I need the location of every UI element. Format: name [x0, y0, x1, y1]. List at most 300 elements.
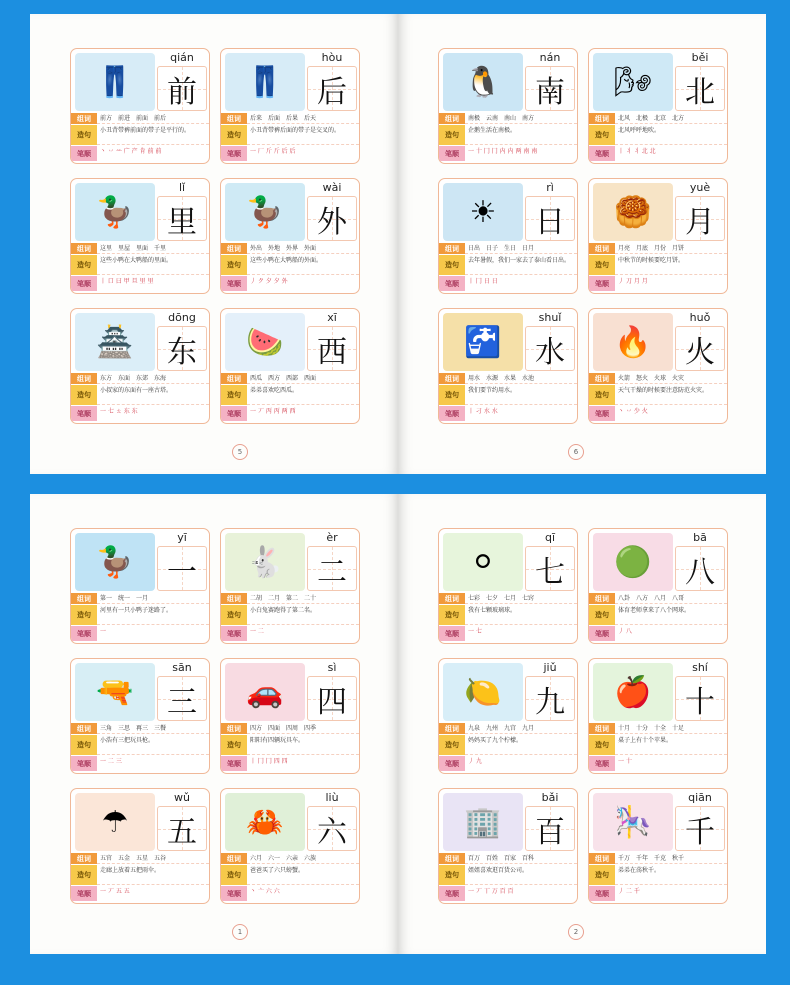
pinyin: liù — [325, 791, 339, 804]
pinyin: sān — [172, 661, 192, 674]
stroke-order-row — [71, 406, 209, 421]
stroke-order-text: 丿 二 千 — [618, 888, 640, 895]
sentence-text: 阳阳有四辆玩具车。 — [247, 735, 359, 755]
stroke-order-label: 笔顺 — [71, 146, 97, 161]
words-row — [589, 243, 727, 254]
words-row — [439, 373, 577, 384]
character-box — [157, 196, 207, 241]
words-row — [221, 113, 359, 124]
stroke-order-text: 一 十 冂 冂 内 内 两 南 南 — [468, 148, 538, 155]
character-box — [307, 326, 357, 371]
words-text: 第一 统一 一月 — [97, 593, 209, 604]
words-text: 前方 前进 前面 前后 — [97, 113, 209, 124]
words-label: 组词 — [71, 113, 97, 124]
page-6 — [398, 14, 766, 474]
character-box — [525, 676, 575, 721]
words-label: 组词 — [221, 723, 247, 734]
stroke-order-text: 丶 亠 六 六 — [250, 888, 280, 895]
stroke-order-label: 笔顺 — [221, 756, 247, 771]
sentence-text: 天气干燥的时候要注意防范火灾。 — [615, 385, 727, 405]
rabbit-icon: 🐇 — [225, 533, 305, 591]
sentence-label: 造句 — [221, 735, 247, 755]
page-number: 6 — [568, 444, 584, 460]
words-text: 三角 三思 再三 三餐 — [97, 723, 209, 734]
sentence-label: 造句 — [71, 385, 97, 405]
words-row — [439, 113, 577, 124]
stroke-order-text: 一 七 — [468, 628, 482, 635]
page-2 — [398, 494, 766, 954]
hanzi-character: 水 — [535, 334, 565, 370]
sentence-text: 小白兔赛跑得了第二名。 — [247, 605, 359, 625]
stroke-order-row — [589, 406, 727, 421]
hanzi-character: 九 — [535, 684, 565, 720]
marbles-icon: ⚪ — [443, 533, 523, 591]
character-card — [438, 308, 578, 424]
character-box — [307, 806, 357, 851]
words-label: 组词 — [439, 243, 465, 254]
pinyin: yuè — [689, 181, 711, 194]
sentence-text: 我们要节约用水。 — [465, 385, 577, 405]
words-text: 月亮 月底 月份 月饼 — [615, 243, 727, 254]
stroke-order-row — [439, 276, 577, 291]
sentence-row — [589, 605, 727, 625]
character-card — [438, 658, 578, 774]
words-text: 四方 四面 四周 四季 — [247, 723, 359, 734]
pinyin: nán — [539, 51, 561, 64]
words-label: 组词 — [71, 373, 97, 384]
character-box — [675, 806, 725, 851]
character-box — [157, 806, 207, 851]
watermelon-icon: 🍉 — [225, 313, 305, 371]
duck-boat-icon: 🦆 — [75, 183, 155, 241]
words-row — [589, 373, 727, 384]
words-row — [71, 373, 209, 384]
words-label: 组词 — [589, 243, 615, 254]
hanzi-character: 月 — [685, 204, 715, 240]
stroke-order-label: 笔顺 — [221, 406, 247, 421]
words-text: 六月 六一 六亲 六族 — [247, 853, 359, 864]
hanzi-character: 前 — [167, 74, 197, 110]
character-box — [675, 66, 725, 111]
sentence-row — [439, 385, 577, 405]
character-card — [588, 178, 728, 294]
spread-top — [30, 14, 766, 474]
character-card — [70, 528, 210, 644]
sentence-row — [221, 255, 359, 275]
stroke-order-text: 丿 ク 夕 夕 外 — [250, 278, 288, 285]
penguin-icon: 🐧 — [443, 53, 523, 111]
stroke-order-label: 笔顺 — [71, 886, 97, 901]
sentence-text: 河里有一只小鸭子迷路了。 — [97, 605, 209, 625]
character-box — [307, 546, 357, 591]
stroke-order-row — [439, 146, 577, 161]
stroke-order-row — [589, 146, 727, 161]
faucet-icon: 🚰 — [443, 313, 523, 371]
hanzi-character: 南 — [535, 74, 565, 110]
hanzi-character: 十 — [685, 684, 715, 720]
sentence-text: 弟弟喜欢吃西瓜。 — [247, 385, 359, 405]
character-box — [675, 326, 725, 371]
sentence-text: 小丑背带裤后面的带子是交叉的。 — [247, 125, 359, 145]
character-card — [588, 528, 728, 644]
words-text: 南极 云南 南山 南方 — [465, 113, 577, 124]
character-card — [220, 308, 360, 424]
character-card — [70, 788, 210, 904]
sentence-text: 小叔家的东面有一座古塔。 — [97, 385, 209, 405]
page-1 — [30, 494, 398, 954]
sentence-row — [589, 735, 727, 755]
sentence-text: 这些小鸭在大鸭船的外面。 — [247, 255, 359, 275]
character-card — [70, 48, 210, 164]
words-label: 组词 — [71, 243, 97, 254]
pinyin: bā — [693, 531, 707, 544]
sentence-text: 体育老师拿来了八个网球。 — [615, 605, 727, 625]
sentence-label: 造句 — [589, 865, 615, 885]
pinyin: huǒ — [689, 311, 711, 324]
stroke-order-label: 笔顺 — [221, 886, 247, 901]
stroke-order-text: 一 丆 丙 丙 两 西 — [250, 408, 296, 415]
sentence-text: 小丑背带裤前面的带子是平行的。 — [97, 125, 209, 145]
words-row — [221, 243, 359, 254]
words-row — [439, 243, 577, 254]
words-text: 东方 东面 东郊 东海 — [97, 373, 209, 384]
crab-icon: 🦀 — [225, 793, 305, 851]
sentence-text: 中秋节的时候要吃月饼。 — [615, 255, 727, 275]
words-text: 外出 外地 外界 外面 — [247, 243, 359, 254]
character-card — [70, 178, 210, 294]
pinyin: wài — [322, 181, 342, 194]
overalls-icon: 👖 — [75, 53, 155, 111]
sentence-label: 造句 — [439, 125, 465, 145]
sentence-label: 造句 — [439, 605, 465, 625]
stroke-order-row — [589, 276, 727, 291]
sentence-label: 造句 — [439, 735, 465, 755]
overalls-icon: 👖 — [225, 53, 305, 111]
words-row — [71, 593, 209, 604]
character-box — [157, 326, 207, 371]
sentence-row — [71, 605, 209, 625]
stroke-order-label: 笔顺 — [439, 276, 465, 291]
hanzi-character: 后 — [317, 74, 347, 110]
character-card — [438, 178, 578, 294]
stroke-order-row — [71, 626, 209, 641]
stroke-order-text: 一 二 — [250, 628, 264, 635]
character-box — [525, 66, 575, 111]
stroke-order-row — [221, 276, 359, 291]
sentence-text: 小浩有三把玩具枪。 — [97, 735, 209, 755]
sentence-text: 姐姐喜欢逛百货公司。 — [465, 865, 577, 885]
character-box — [157, 546, 207, 591]
words-row — [221, 723, 359, 734]
words-row — [221, 853, 359, 864]
sentence-label: 造句 — [589, 735, 615, 755]
character-box — [157, 676, 207, 721]
sentence-row — [221, 605, 359, 625]
words-label: 组词 — [221, 113, 247, 124]
character-box — [525, 806, 575, 851]
sentence-label: 造句 — [589, 605, 615, 625]
sentence-row — [439, 125, 577, 145]
pinyin: qián — [170, 51, 194, 64]
sentence-row — [221, 125, 359, 145]
words-text: 后来 后面 后果 后天 — [247, 113, 359, 124]
page-number: 1 — [232, 924, 248, 940]
sentence-label: 造句 — [221, 385, 247, 405]
stroke-order-row — [221, 406, 359, 421]
words-label: 组词 — [589, 853, 615, 864]
duck-boat-icon: 🦆 — [225, 183, 305, 241]
pinyin: dōng — [168, 311, 196, 324]
words-text: 二胡 二月 第二 二十 — [247, 593, 359, 604]
sentence-row — [439, 605, 577, 625]
stroke-order-row — [439, 886, 577, 901]
pinyin: shuǐ — [538, 311, 562, 324]
sentence-text: 桌子上有十个苹果。 — [615, 735, 727, 755]
pinyin: bǎi — [541, 791, 559, 804]
stroke-order-text: 一 厂 斤 斤 后 后 — [250, 148, 296, 155]
stroke-order-text: 丨 刁 水 水 — [468, 408, 498, 415]
stroke-order-row — [589, 626, 727, 641]
swing-icon: 🎠 — [593, 793, 673, 851]
words-row — [589, 593, 727, 604]
words-label: 组词 — [221, 853, 247, 864]
character-box — [157, 66, 207, 111]
character-card — [70, 308, 210, 424]
sentence-row — [589, 385, 727, 405]
stroke-order-row — [71, 276, 209, 291]
character-card — [220, 658, 360, 774]
watergun-icon: 🔫 — [75, 663, 155, 721]
sentence-row — [71, 865, 209, 885]
stroke-order-text: 一 二 三 — [100, 758, 122, 765]
words-text: 十月 十分 十全 十足 — [615, 723, 727, 734]
sentence-text: 这些小鸭在大鸭船的里面。 — [97, 255, 209, 275]
words-label: 组词 — [221, 243, 247, 254]
sentence-row — [589, 125, 727, 145]
lemon-icon: 🍋 — [443, 663, 523, 721]
stroke-order-text: 一 丆 五 五 — [100, 888, 130, 895]
words-label: 组词 — [439, 593, 465, 604]
stroke-order-label: 笔顺 — [221, 146, 247, 161]
words-row — [71, 113, 209, 124]
stroke-order-row — [71, 756, 209, 771]
stroke-order-text: 一 十 — [618, 758, 632, 765]
pagoda-icon: 🏯 — [75, 313, 155, 371]
sentence-text: 弟弟在荡秋千。 — [615, 865, 727, 885]
words-text: 百万 百姓 百家 百科 — [465, 853, 577, 864]
stroke-order-label: 笔顺 — [439, 146, 465, 161]
character-card — [438, 788, 578, 904]
sentence-text: 我有七颗玻璃球。 — [465, 605, 577, 625]
character-box — [675, 196, 725, 241]
card-grid — [70, 48, 360, 424]
hanzi-character: 北 — [685, 74, 715, 110]
hanzi-character: 西 — [317, 334, 347, 370]
words-row — [221, 373, 359, 384]
sentence-label: 造句 — [71, 865, 97, 885]
stroke-order-text: 丨 口 曰 甲 旦 里 里 — [100, 278, 154, 285]
pinyin: sì — [327, 661, 337, 674]
sentence-label: 造句 — [221, 865, 247, 885]
character-card — [438, 48, 578, 164]
words-text: 八卦 八方 八月 八哥 — [615, 593, 727, 604]
stroke-order-text: 一 — [100, 628, 107, 635]
hanzi-character: 八 — [685, 554, 715, 590]
fire-icon: 🔥 — [593, 313, 673, 371]
sentence-row — [589, 255, 727, 275]
sentence-row — [221, 865, 359, 885]
stroke-order-text: 丶 丷 䒑 广 产 肯 前 前 — [100, 148, 162, 155]
stroke-order-row — [221, 886, 359, 901]
words-label: 组词 — [589, 373, 615, 384]
sentence-label: 造句 — [439, 865, 465, 885]
hanzi-character: 五 — [167, 814, 197, 850]
hanzi-character: 六 — [317, 814, 347, 850]
pinyin: shí — [692, 661, 708, 674]
hanzi-character: 千 — [685, 814, 715, 850]
words-row — [221, 593, 359, 604]
pinyin: èr — [326, 531, 338, 544]
stroke-order-row — [71, 886, 209, 901]
hanzi-character: 东 — [167, 334, 197, 370]
character-card — [70, 658, 210, 774]
stroke-order-row — [439, 406, 577, 421]
words-text: 西瓜 西方 西部 西面 — [247, 373, 359, 384]
sentence-row — [221, 385, 359, 405]
stroke-order-label: 笔顺 — [71, 626, 97, 641]
sentence-text: 走廊上放着五把雨伞。 — [97, 865, 209, 885]
sun-icon: ☀ — [443, 183, 523, 241]
words-label: 组词 — [439, 113, 465, 124]
hanzi-character: 二 — [317, 554, 347, 590]
words-label: 组词 — [71, 593, 97, 604]
words-row — [589, 723, 727, 734]
character-box — [525, 196, 575, 241]
character-card — [220, 528, 360, 644]
character-card — [588, 788, 728, 904]
pinyin: xī — [327, 311, 337, 324]
pinyin: wǔ — [174, 791, 190, 804]
sentence-row — [71, 125, 209, 145]
pinyin: qiān — [688, 791, 712, 804]
car-icon: 🚗 — [225, 663, 305, 721]
sentence-row — [71, 385, 209, 405]
sentence-label: 造句 — [439, 385, 465, 405]
words-row — [439, 723, 577, 734]
words-text: 火箭 怒火 火球 火灾 — [615, 373, 727, 384]
sentence-row — [71, 735, 209, 755]
hanzi-character: 火 — [685, 334, 715, 370]
sentence-label: 造句 — [71, 735, 97, 755]
words-text: 七彩 七夕 七月 七窍 — [465, 593, 577, 604]
duck-icon: 🦆 — [75, 533, 155, 591]
sentence-label: 造句 — [439, 255, 465, 275]
character-box — [675, 676, 725, 721]
words-label: 组词 — [589, 593, 615, 604]
card-grid — [70, 528, 360, 904]
character-box — [525, 326, 575, 371]
sentence-row — [221, 735, 359, 755]
stroke-order-label: 笔顺 — [589, 756, 615, 771]
umbrella-icon: ☂ — [75, 793, 155, 851]
stroke-order-text: 丿 九 — [468, 758, 482, 765]
stroke-order-label: 笔顺 — [439, 756, 465, 771]
character-card — [220, 788, 360, 904]
pinyin: qī — [544, 531, 556, 544]
character-box — [307, 66, 357, 111]
words-row — [71, 723, 209, 734]
words-label: 组词 — [439, 373, 465, 384]
stroke-order-text: 丨 冂 日 日 — [468, 278, 498, 285]
words-text: 五官 五金 五星 五谷 — [97, 853, 209, 864]
wind-icon: 🌬 — [593, 53, 673, 111]
sentence-row — [439, 735, 577, 755]
words-label: 组词 — [439, 853, 465, 864]
pea-icon: 🟢 — [593, 533, 673, 591]
character-card — [588, 308, 728, 424]
stroke-order-label: 笔顺 — [589, 276, 615, 291]
sentence-label: 造句 — [71, 255, 97, 275]
stroke-order-label: 笔顺 — [589, 146, 615, 161]
page-5 — [30, 14, 398, 474]
words-text: 北风 北极 北京 北方 — [615, 113, 727, 124]
hanzi-character: 七 — [535, 554, 565, 590]
hanzi-character: 百 — [535, 814, 565, 850]
sentence-row — [71, 255, 209, 275]
stroke-order-row — [221, 146, 359, 161]
words-row — [71, 243, 209, 254]
pinyin: hòu — [321, 51, 343, 64]
stroke-order-row — [439, 626, 577, 641]
sentence-row — [439, 255, 577, 275]
stroke-order-row — [221, 626, 359, 641]
words-label: 组词 — [71, 853, 97, 864]
stroke-order-label: 笔顺 — [221, 276, 247, 291]
spread-bottom — [30, 494, 766, 954]
character-box — [307, 676, 357, 721]
building-icon: 🏢 — [443, 793, 523, 851]
pinyin: lǐ — [178, 181, 186, 194]
words-label: 组词 — [221, 593, 247, 604]
sentence-label: 造句 — [71, 605, 97, 625]
stroke-order-label: 笔顺 — [221, 626, 247, 641]
character-box — [525, 546, 575, 591]
sentence-label: 造句 — [221, 605, 247, 625]
character-card — [220, 48, 360, 164]
words-row — [439, 853, 577, 864]
character-box — [307, 196, 357, 241]
words-label: 组词 — [221, 373, 247, 384]
words-row — [589, 113, 727, 124]
sentence-text: 去年暑假，我们一家去了泰山看日出。 — [465, 255, 577, 275]
hanzi-character: 里 — [167, 204, 197, 240]
sentence-label: 造句 — [221, 255, 247, 275]
character-box — [675, 546, 725, 591]
stroke-order-text: 丨 丬 丬 北 北 — [618, 148, 656, 155]
sentence-row — [589, 865, 727, 885]
words-text: 日出 日子 生日 日月 — [465, 243, 577, 254]
pinyin: jiǔ — [543, 661, 557, 674]
stroke-order-text: 丿 八 — [618, 628, 632, 635]
words-row — [71, 853, 209, 864]
sentence-text: 爸爸买了六只螃蟹。 — [247, 865, 359, 885]
page-number: 5 — [232, 444, 248, 460]
stroke-order-text: 丿 刀 月 月 — [618, 278, 648, 285]
page-number: 2 — [568, 924, 584, 940]
stroke-order-row — [589, 756, 727, 771]
words-text: 这里 里屋 里面 千里 — [97, 243, 209, 254]
sentence-label: 造句 — [589, 385, 615, 405]
